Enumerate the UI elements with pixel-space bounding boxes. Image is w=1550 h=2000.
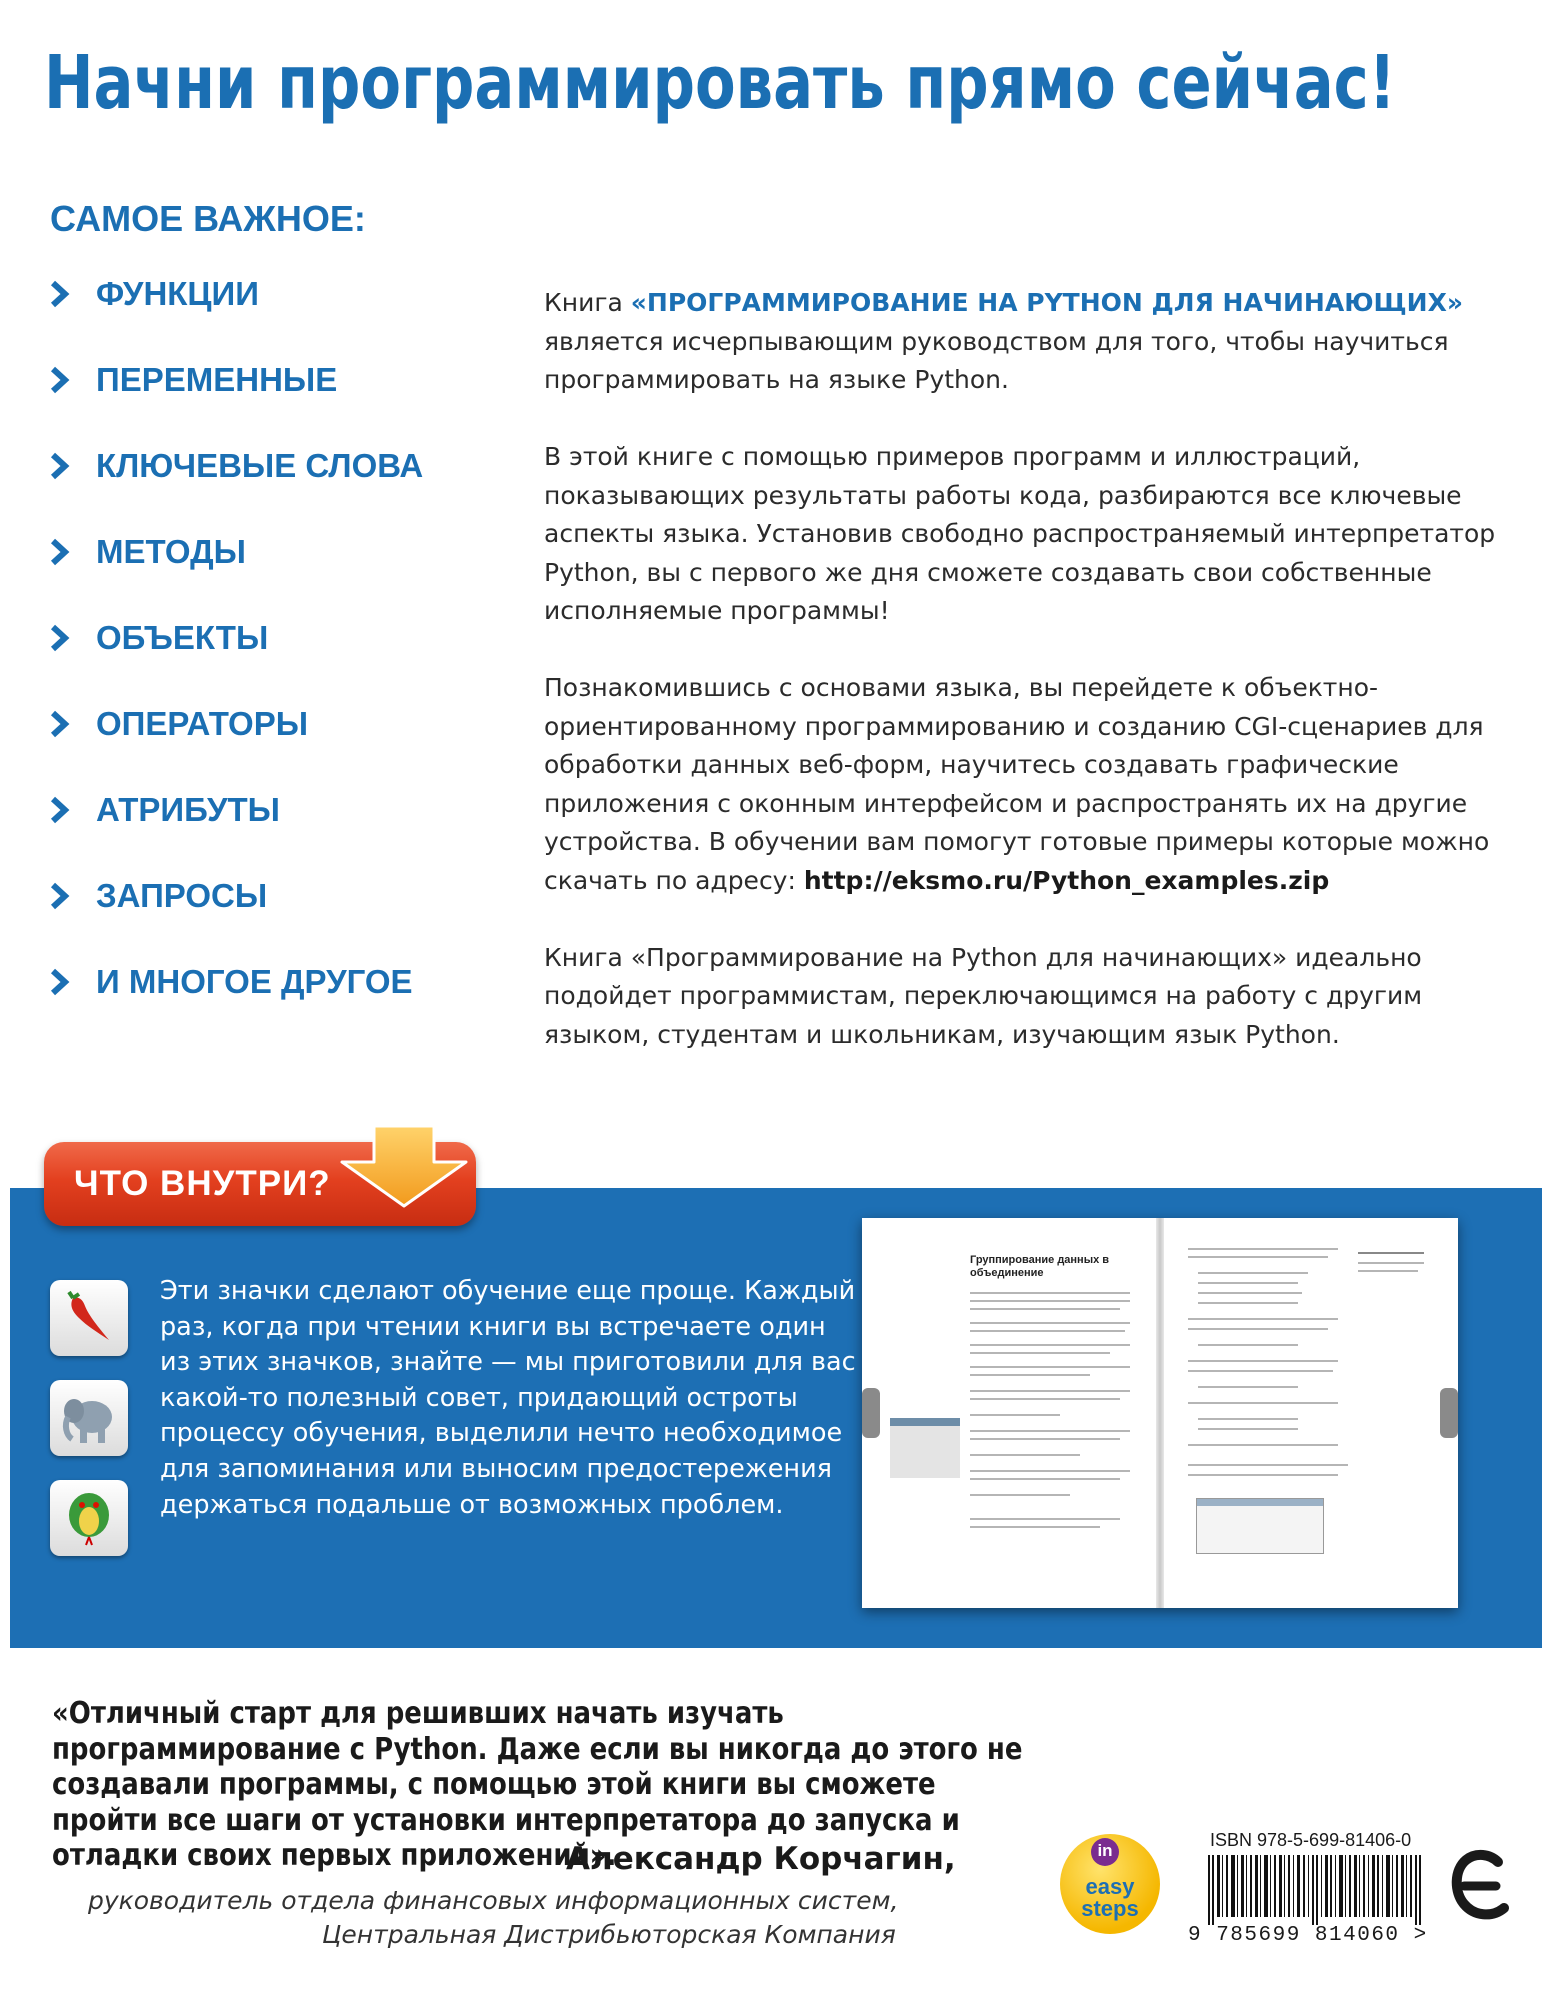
text-line bbox=[1198, 1292, 1302, 1294]
chevron-right-icon bbox=[48, 967, 72, 997]
text-line bbox=[1198, 1302, 1298, 1304]
text-line bbox=[970, 1308, 1120, 1310]
chevron-right-icon bbox=[48, 279, 72, 309]
text-line bbox=[1358, 1262, 1424, 1264]
text-line bbox=[970, 1526, 1100, 1528]
text-line bbox=[1188, 1248, 1338, 1250]
list-item bbox=[48, 706, 423, 792]
isbn: ISBN 978-5-699-81406-0 bbox=[1210, 1830, 1412, 1850]
list-item bbox=[48, 448, 423, 534]
description-paragraph: В этой книге с помощью примеров программ и иллюстраций, показывающих результаты работы кода, разбираются все ключевые аспекты языка. Установив свободно распространяемый интерпретатор Python, вы с первого же дня сможете создавать свои собственные исполняемые программы! bbox=[544, 442, 1496, 625]
list-item bbox=[48, 620, 423, 706]
text-line bbox=[970, 1478, 1120, 1480]
page-gutter bbox=[1156, 1218, 1164, 1608]
text-line bbox=[970, 1430, 1130, 1432]
list-item bbox=[48, 964, 423, 1050]
barcode bbox=[1208, 1855, 1422, 1925]
key-point-label: КЛЮЧЕВЫЕ СЛОВА bbox=[96, 447, 424, 484]
inside-label: ЧТО ВНУТРИ? bbox=[74, 1164, 331, 1203]
text-line bbox=[1198, 1386, 1298, 1388]
text-line bbox=[970, 1374, 1090, 1376]
text-line bbox=[1198, 1428, 1298, 1430]
page-tab-left bbox=[862, 1388, 880, 1438]
description-paragraph bbox=[544, 669, 1504, 900]
text-line bbox=[970, 1454, 1080, 1456]
text-line bbox=[970, 1300, 1130, 1302]
text-line bbox=[970, 1494, 1070, 1496]
chevron-right-icon bbox=[48, 795, 72, 825]
key-point-label: ПЕРЕМЕННЫЕ bbox=[96, 361, 338, 398]
quote-author: Александр Корчагин, bbox=[566, 1841, 956, 1877]
text-line bbox=[1188, 1318, 1338, 1320]
text-line bbox=[1198, 1282, 1298, 1284]
text-line bbox=[1188, 1402, 1338, 1404]
book-page-preview bbox=[862, 1218, 1458, 1608]
text-line bbox=[1358, 1252, 1424, 1254]
text-line bbox=[1198, 1344, 1298, 1346]
chevron-right-icon bbox=[48, 537, 72, 567]
description-text: Познакомившись с основами языка, вы перейдете к объектно-ориентированному программированию и созданию CGI-сценариев для обработки данных веб-форм, научитесь создавать графические приложения с оконным интерфейсом и распространять их на другие устройства. В обучении вам помогут готовые примеры которые можно скачать по адресу: bbox=[544, 673, 1490, 895]
chevron-right-icon bbox=[48, 709, 72, 739]
author-company: Центральная Дистрибьюторская Компания bbox=[322, 1920, 896, 1949]
text-line bbox=[970, 1414, 1060, 1416]
chevron-right-icon bbox=[48, 365, 72, 395]
key-point-label: ОПЕРАТОРЫ bbox=[96, 705, 309, 742]
page-tab-right bbox=[1440, 1388, 1458, 1438]
list-item bbox=[48, 534, 423, 620]
book-title-highlight: «ПРОГРАММИРОВАНИЕ НА PYTHON ДЛЯ НАЧИНАЮЩИХ» bbox=[630, 288, 1464, 317]
elephant-icon bbox=[50, 1380, 128, 1456]
list-item bbox=[48, 362, 423, 448]
text-line bbox=[1198, 1272, 1308, 1274]
tip-box bbox=[890, 1418, 960, 1478]
text-line bbox=[1188, 1474, 1338, 1476]
inside-description: Эти значки сделают обучение еще проще. Каждый раз, когда при чтении книги вы встречаете один из этих значков, знайте — мы приготовили для вас какой-то полезный совет, придающий остроты процессу обучения, выделили нечто необходимое для запоминания или выносим предостережения держаться подальше от возможных проблем. bbox=[160, 1276, 856, 1520]
list-item bbox=[48, 878, 423, 964]
key-points-title: САМОЕ ВАЖНОЕ: bbox=[50, 198, 366, 239]
chevron-right-icon bbox=[48, 881, 72, 911]
chevron-right-icon bbox=[48, 451, 72, 481]
text-line bbox=[1188, 1464, 1348, 1466]
text-line bbox=[970, 1344, 1130, 1346]
key-point-label: ОБЪЕКТЫ bbox=[96, 619, 269, 656]
description-text: является исчерпывающим руководством для того, чтобы научиться программировать на языке Python. bbox=[544, 326, 1449, 394]
text-line bbox=[970, 1390, 1130, 1392]
series-logo-text: easy steps bbox=[1081, 1874, 1139, 1921]
series-logo-in: in bbox=[1091, 1838, 1119, 1866]
preview-heading: Группирование данных в объединение bbox=[970, 1254, 1110, 1279]
text-line bbox=[970, 1518, 1120, 1520]
description bbox=[544, 284, 1504, 1093]
key-point-label: ФУНКЦИИ bbox=[96, 275, 259, 312]
review-quote: «Отличный старт для решивших начать изучать программирование с Python. Даже если вы никогда до этого не создавали программы, с помощью этой книги вы сможете пройти все шаги от установки интерпретатора до запуска и отладки своих первых приложений». bbox=[52, 1696, 1023, 1873]
text-line bbox=[1198, 1418, 1298, 1420]
key-point-label: И МНОГОЕ ДРУГОЕ bbox=[96, 963, 413, 1000]
headline: Начни программировать прямо сейчас! bbox=[44, 40, 1396, 126]
text-line bbox=[970, 1398, 1120, 1400]
text-line bbox=[1358, 1270, 1418, 1272]
key-points-list bbox=[48, 276, 423, 1050]
arrow-down-icon bbox=[340, 1126, 468, 1208]
text-line bbox=[1188, 1444, 1338, 1446]
key-point-label: ЗАПРОСЫ bbox=[96, 877, 268, 914]
text-line bbox=[1188, 1256, 1328, 1258]
text-line bbox=[970, 1438, 1120, 1440]
description-paragraph: Книга «Программирование на Python для начинающих» идеально подойдет программистам, переключающимся на работу с другим языком, студентам и школьникам, изучающим язык Python. bbox=[544, 942, 1423, 1049]
author-role: руководитель отдела финансовых информационных систем, bbox=[88, 1886, 899, 1915]
cobra-icon bbox=[50, 1480, 128, 1556]
chevron-right-icon bbox=[48, 623, 72, 653]
examples-link[interactable]: http://eksmo.ru/Python_examples.zip bbox=[803, 865, 1330, 895]
barcode-digits: 9 785699 814060 > bbox=[1188, 1924, 1428, 1947]
text-line bbox=[970, 1470, 1130, 1472]
list-item bbox=[48, 792, 423, 878]
text-line bbox=[970, 1352, 1110, 1354]
description-prefix: Книга bbox=[544, 288, 631, 317]
text-line bbox=[970, 1292, 1130, 1294]
text-line bbox=[1188, 1370, 1333, 1372]
text-line bbox=[1188, 1360, 1338, 1362]
publisher-logo bbox=[1446, 1846, 1510, 1926]
key-point-label: МЕТОДЫ bbox=[96, 533, 246, 570]
text-line bbox=[970, 1322, 1130, 1324]
list-item bbox=[48, 276, 423, 362]
text-line bbox=[970, 1330, 1125, 1332]
text-line bbox=[970, 1366, 1130, 1368]
description-paragraph bbox=[544, 284, 1504, 400]
screenshot-thumbnail bbox=[1196, 1498, 1324, 1554]
text-line bbox=[1188, 1328, 1328, 1330]
key-point-label: АТРИБУТЫ bbox=[96, 791, 280, 828]
chili-pepper-icon bbox=[50, 1280, 128, 1356]
